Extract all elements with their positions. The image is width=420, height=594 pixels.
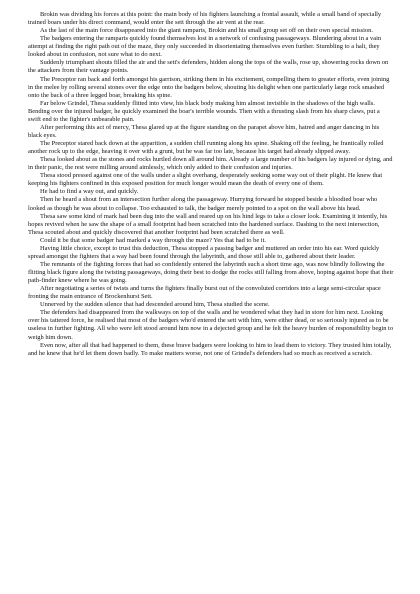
paragraph: He had to find a way out, and quickly.: [40, 188, 139, 196]
paragraph: Thesa stood pressed against one of the walls under a slight overhang, desperately seeking some way out of their plight. He knew that keeping his fighters confined in this exposed position for much longer would mean the death of every one of them.: [28, 172, 383, 188]
paragraph: As the last of the main force disappeared into the giant ramparts, Brokin and his small group set off on their own special mission.: [40, 27, 373, 35]
paragraph: Could it be that some badger had marked a way through the maze? Yes that had to be it.: [40, 236, 266, 244]
paragraph: Then he heard a shout from an intersection further along the passageway. Hurrying forward he stopped beside a bloodied boar who looked as though he was about to collapse. Too exhausted to talk, the badger merely pointed to a spot on the wall above his head.: [28, 196, 378, 212]
paragraph: Even now, after all that had happened to them, these brave badgers were looking to him to lead them to victory. They trusted him totally, and he knew that he'd let them down badly. To make matters worse, not one of Grindel's defenders had so much as received a scratch.: [28, 341, 392, 357]
paragraph: The remnants of the fighting forces that had so confidently entered the labyrinth such a short time ago, was now blindly following the flitting black figure along the twisting passageways, doing their best to dodge the rocks still falling from above, hoping against hope that their path-finder knew where he was going.: [28, 260, 394, 285]
paragraph: Thesa saw some kind of mark had been dug into the wall and reared up on his hind legs to take a closer look. Examining it intently, his hopes revived when he saw the shape of a small footprint had been scratched into the hardened surface. Dashing to the next intersection, Thesa scouted about and quickly discovered that another footprint had been scratched there as well.: [28, 212, 388, 236]
page-body: [28, 11, 394, 358]
paragraph: After performing this act of mercy, Thesa glared up at the figure standing on the parapet above him, hatred and anger dancing in his black eyes.: [28, 123, 380, 139]
paragraph: Unnerved by the sudden silence that had descended around him, Thesa studied the scene.: [40, 301, 270, 309]
paragraph: The defenders had disappeared from the walkways on top of the walls and he wondered what they had in store for him next. Looking over his tattered force, he realised that most of the badgers who'd entered the sett with him, were either dead, or so seriously injured as to be useless in further fighting. All who were left stood around him now in a dejected group and he felt the heavy burden of responsibility begin to weigh him down.: [28, 309, 394, 341]
paragraph: Thesa looked about as the stones and rocks hurtled down all around him. Already a large number of his badgers lay injured or dying, and in their panic, the rest were milling around aimlessly, which only added to their confusion and injuries.: [28, 156, 393, 172]
paragraph: After negotiating a series of twists and turns the fighters finally burst out of the convoluted corridors into a large semi-circular space fronting the main entrance of Brockenhurst Sett.: [28, 285, 381, 301]
paragraph: The badgers entering the ramparts quickly found themselves lost in a network of confusing passageways. Blundering about in a vain attempt at finding the right path out of the maze, they only succeeded in disorientating themselves even further. Stumbling to a halt, they looked about in confusion, not sure what to do next.: [28, 35, 382, 59]
paragraph: The Preceptor stared back down at the apparition, a sudden chill running along his spine. Shaking off the feeling, he frantically rolled another rock up to the edge, heaving it over with a grunt, but he was far too late, because his target had already slipped away.: [28, 140, 384, 156]
paragraph: Far below Grindel, Thesa suddenly flitted into view, his black body making him almost invisible in the shadows of the high walls. Bending over the injured badger, he quickly examined the boar's terrible wounds. Then with a thrusting slash from his sharp claws, put a swift end to the fighter's unbearable pain.: [28, 99, 380, 123]
paragraph: The Preceptor ran back and forth amongst his garrison, striking them in his excitement, compelling them to greater efforts, even joining in the melee by rolling several stones over the edge onto the badgers below, shouting his delight when one particularly large rock smashed onto the back of a three legged boar, breaking his spine.: [28, 75, 390, 99]
paragraph: Having little choice, except to trust this deduction, Thesa stopped a passing badger and muttered an order into his ear. Word quickly spread amongst the fighters that a way had been found through the labyrinth, and those still able to, gathered about their leader.: [28, 244, 380, 260]
paragraph: Brokin was dividing his forces at this point: the main body of his fighters launching a frontal assault, while a small band of specially trained boars under his direct command, would enter the sett through the air vent at the rear.: [28, 11, 382, 27]
paragraph: Suddenly triumphant shouts filled the air and the sett's defenders, hidden along the tops of the walls, rose up, showering rocks down on the attackers from their vantage points.: [28, 59, 389, 75]
